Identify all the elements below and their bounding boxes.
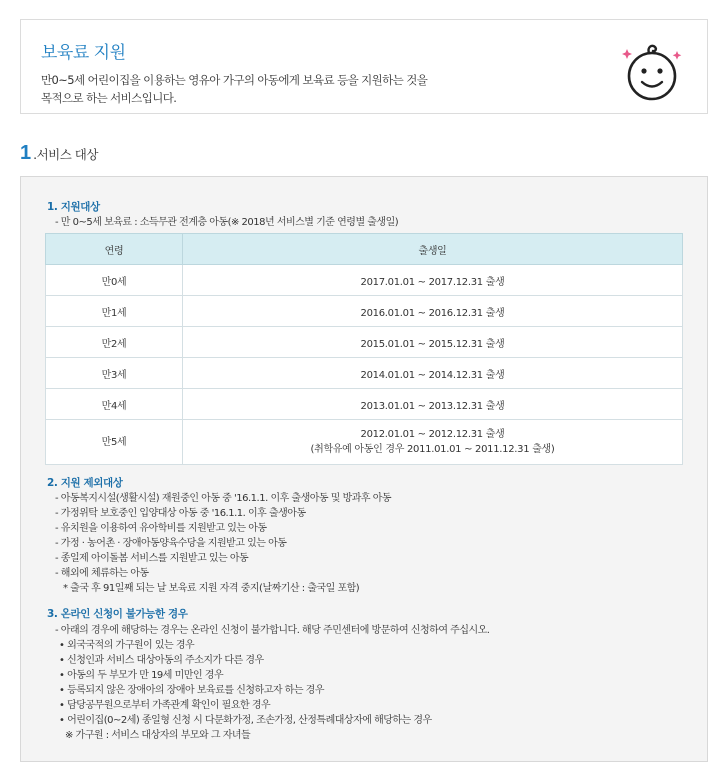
age-birthdate-table <box>45 233 683 465</box>
online-item: • 외국국적의 가구원이 있는 경우 <box>59 640 195 651</box>
online-item: • 어린이집(0~2세) 종일형 신청 시 다문화가정, 조손가정, 산정특례대상자에 해당하는 경우 <box>59 715 432 726</box>
section-title: .서비스 대상 <box>33 147 98 162</box>
table-row <box>46 327 683 358</box>
age-cell: 만5세 <box>46 420 183 465</box>
online-item: • 등록되지 않은 장애아의 장애아 보육료를 신청하고자 하는 경우 <box>59 685 324 696</box>
baby-face-icon <box>619 38 685 102</box>
age-column-header: 연령 <box>46 234 183 265</box>
table-row <box>46 358 683 389</box>
table-row <box>46 389 683 420</box>
birthdate-cell: 2013.01.01 ~ 2013.12.31 출생 <box>183 389 683 420</box>
section-number: 1 <box>20 142 32 164</box>
service-intro-box <box>20 19 708 114</box>
exclusion-heading: 2. 지원 제외대상 <box>47 477 123 489</box>
exclusion-item: - 해외에 체류하는 아동 <box>55 568 149 579</box>
service-target-panel <box>20 176 708 762</box>
table-row <box>46 420 683 465</box>
exclusion-note: * 출국 후 91일째 되는 날 보육료 지원 자격 중지(날짜기산 : 출국일 포함) <box>63 583 360 594</box>
age-cell: 만0세 <box>46 265 183 296</box>
online-item: • 아동의 두 부모가 만 19세 미만인 경우 <box>59 670 224 681</box>
exclusion-item: - 가정 · 농어촌 · 장애아동양육수당을 지원받고 있는 아동 <box>55 538 287 549</box>
exclusion-item: - 가정위탁 보호중인 입양대상 아동 중 '16.1.1. 이후 출생아동 <box>55 508 306 519</box>
online-heading: 3. 온라인 신청이 불가능한 경우 <box>47 608 188 620</box>
section-heading <box>20 142 98 165</box>
exclusion-item: - 아동복지시설(생활시설) 재원중인 아동 중 '16.1.1. 이후 출생아동 및 방과후 아동 <box>55 493 392 504</box>
age-cell: 만1세 <box>46 296 183 327</box>
birthdate-column-header: 출생일 <box>183 234 683 265</box>
birthdate-cell: 2014.01.01 ~ 2014.12.31 출생 <box>183 358 683 389</box>
age-cell: 만4세 <box>46 389 183 420</box>
exclusion-item: - 종일제 아이돌봄 서비스를 지원받고 있는 아동 <box>55 553 249 564</box>
birthdate-cell: 2015.01.01 ~ 2015.12.31 출생 <box>183 327 683 358</box>
age-cell: 만3세 <box>46 358 183 389</box>
age-cell: 만2세 <box>46 327 183 358</box>
birthdate-cell: 2016.01.01 ~ 2016.12.31 출생 <box>183 296 683 327</box>
table-row <box>46 265 683 296</box>
exclusion-item: - 유치원을 이용하여 유아학비를 지원받고 있는 아동 <box>55 523 267 534</box>
online-item: • 담당공무원으로부터 가족관계 확인이 필요한 경우 <box>59 700 271 711</box>
table-row <box>46 296 683 327</box>
target-heading: 1. 지원대상 <box>47 201 100 213</box>
birthdate-cell: 2012.01.01 ~ 2012.12.31 출생 (취학유예 아동인 경우 2011.01.01 ~ 2011.12.31 출생) <box>183 420 683 465</box>
online-item: - 아래의 경우에 해당하는 경우는 온라인 신청이 불가합니다. 해당 주민센터에 방문하여 신청하여 주십시오. <box>55 625 490 636</box>
target-note: - 만 0~5세 보육료 : 소득무관 전계층 아동(※ 2018년 서비스별 기준 연령별 출생일) <box>55 217 399 228</box>
table-header-row <box>46 234 683 265</box>
service-description: 만0~5세 어린이집을 이용하는 영유아 가구의 아동에게 보육료 등을 지원하는 것을 목적으로 하는 서비스입니다. <box>41 73 428 105</box>
online-note: ※ 가구원 : 서비스 대상자의 부모와 그 자녀들 <box>65 730 251 741</box>
page-title: 보육료 지원 <box>41 43 126 63</box>
birthdate-cell: 2017.01.01 ~ 2017.12.31 출생 <box>183 265 683 296</box>
online-item: • 신청인과 서비스 대상아동의 주소지가 다른 경우 <box>59 655 264 666</box>
